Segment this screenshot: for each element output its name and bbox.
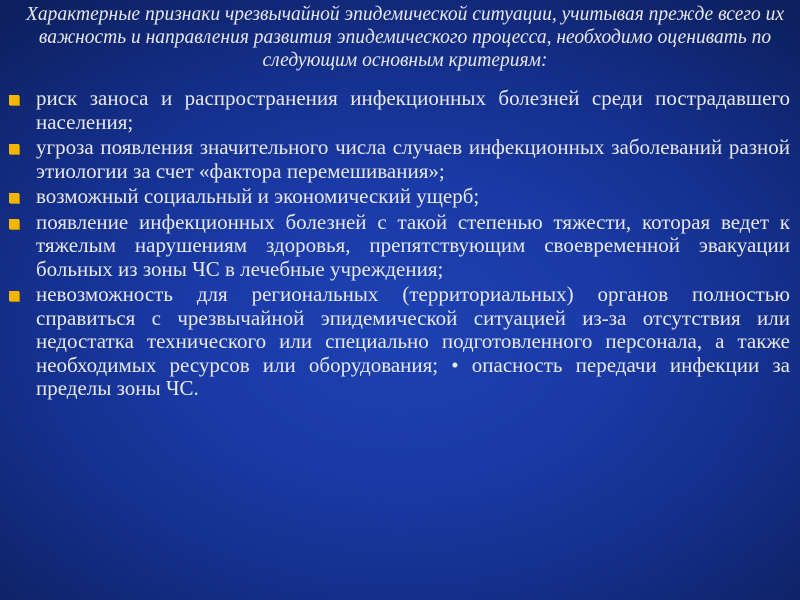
bullet-text: угроза появления значительного числа случаев инфекционных заболеваний разной этиологии за счет «фактора перемешивания»; <box>36 135 790 183</box>
bullet-text: невозможность для региональных (территориальных) органов полностью справиться с чрезвычайной эпидемической ситуацией из-за отсутствия или недостатка технического или специально подготовленного персонала, а также необходимых ресурсов или оборудования; • опасность передачи инфекции за пределы зоны ЧС. <box>36 282 790 400</box>
square-bullet-icon <box>9 193 19 203</box>
bullet-text: риск заноса и распространения инфекционных болезней среди пострадавшего населения; <box>36 86 790 134</box>
bullet-list <box>9 87 790 403</box>
bullet-text: появление инфекционных болезней с такой степенью тяжести, которая ведет к тяжелым нарушениям здоровья, препятствующим своевременной эвакуации больных из зоны ЧС в лечебные учреждения; <box>36 209 790 281</box>
slide-title: Характерные признаки чрезвычайной эпидемической ситуации, учитывая прежде всего их важность и направления развития эпидемического процесса, необходимо оценивать по следующим основным критериям: <box>26 4 784 71</box>
square-bullet-icon <box>9 144 19 154</box>
bullet-text: возможный социальный и экономический ущерб; <box>36 184 480 208</box>
square-bullet-icon <box>9 95 19 105</box>
list-item <box>9 87 790 134</box>
list-item <box>9 185 790 209</box>
list-item <box>9 283 790 401</box>
square-bullet-icon <box>9 219 19 229</box>
list-item <box>9 211 790 282</box>
list-item <box>9 136 790 183</box>
square-bullet-icon <box>9 291 19 301</box>
